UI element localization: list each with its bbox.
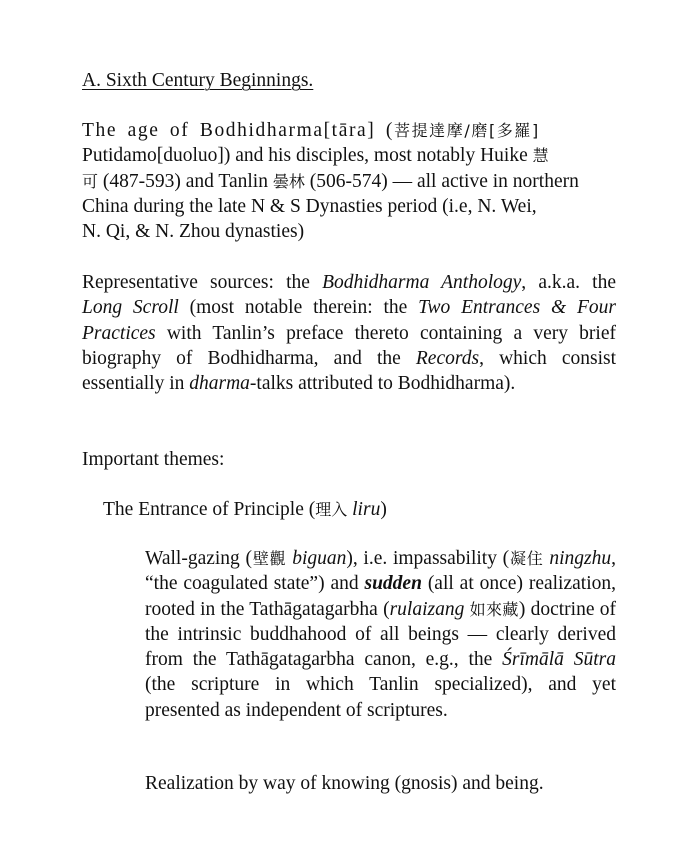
paragraph-wall-gazing [145, 546, 616, 723]
para1-text: Putidamo[duoluo]) and his disciples, most notably Huike [82, 145, 533, 167]
term-biguan: biguan [292, 548, 347, 569]
para1-line-4: China during the late N & S Dynasties period (i.e, N. Wei, [82, 195, 537, 217]
title-srimala-sutra: Śrīmālā Sūtra [502, 649, 616, 671]
title-records: Records [415, 347, 480, 369]
cjk-text: 如來藏 [469, 599, 519, 619]
term-sudden: sudden [364, 573, 422, 595]
title-long-scroll: Long Scroll [82, 297, 179, 319]
cjk-text: 慧 [532, 146, 549, 166]
theme-entrance-of-principle [103, 497, 387, 522]
para1-text: (487-593) and Tanlin [98, 170, 273, 192]
cjk-text: 理入 [315, 500, 348, 519]
cjk-text: 曇林 [272, 171, 305, 191]
text-run: (most notable therein: the [178, 297, 419, 319]
section-heading: A. Sixth Century Beginnings. [82, 70, 314, 91]
para1-text: The age of Bodhidharma[tāra] ( [82, 120, 394, 141]
important-themes-label: Important themes: [82, 449, 225, 470]
text-run: , which consist essentially in [82, 347, 617, 395]
text-run: , a.k.a. the [521, 272, 616, 293]
realization-line: Realization by way of knowing (gnosis) and being. [145, 773, 544, 794]
term-ningzhu: ningzhu [549, 548, 612, 569]
cjk-text: 可 [82, 171, 99, 191]
text-run: Representative sources: the [82, 272, 323, 293]
text-run: ) [380, 499, 387, 520]
title-two-entrances: Two Entrances & Four Practices [82, 297, 616, 344]
para1-text: (506-574) — all active in northern [304, 170, 579, 192]
term-liru: liru [352, 499, 381, 520]
term-rulaizang: rulaizang [389, 598, 465, 620]
text-run: with Tanlin’s preface thereto containing a very brief biography of Bodhidharma, and the [82, 322, 616, 369]
para1-line-5: N. Qi, & N. Zhou dynasties) [82, 221, 305, 243]
para1-line-3 [82, 169, 616, 194]
paragraph-representative-sources [82, 270, 616, 396]
cjk-text: 菩提達摩/磨[多羅] [393, 121, 540, 140]
para1-line-2 [82, 143, 616, 168]
text-run: (all at once) realization, rooted in the Tathāgatagarbha ( [145, 573, 616, 620]
text-run: (the scripture in which Tanlin specialized), and yet presented as independent of scriptures. [145, 674, 616, 721]
cjk-text: 凝住 [509, 549, 544, 568]
para1-line-1 [82, 118, 616, 143]
term-dharma: dharma [189, 373, 250, 395]
text-run: The Entrance of Principle ( [103, 499, 316, 520]
text-run: Wall-gazing ( [145, 548, 252, 569]
text-run: -talks attributed to Bodhidharma). [249, 373, 516, 395]
text-run: ), i.e. impassability ( [346, 548, 510, 569]
text-run: , “the coagulated state”) and [145, 548, 616, 595]
cjk-text: 壁觀 [252, 549, 287, 568]
text-run: ) doctrine of the intrinsic buddhahood of all beings — clearly derived from the Tathāgatagarbha canon, e.g., the [145, 598, 616, 671]
title-bodhidharma-anthology: Bodhidharma Anthology [322, 272, 522, 293]
paragraph-age-of-bodhidharma [82, 118, 616, 244]
